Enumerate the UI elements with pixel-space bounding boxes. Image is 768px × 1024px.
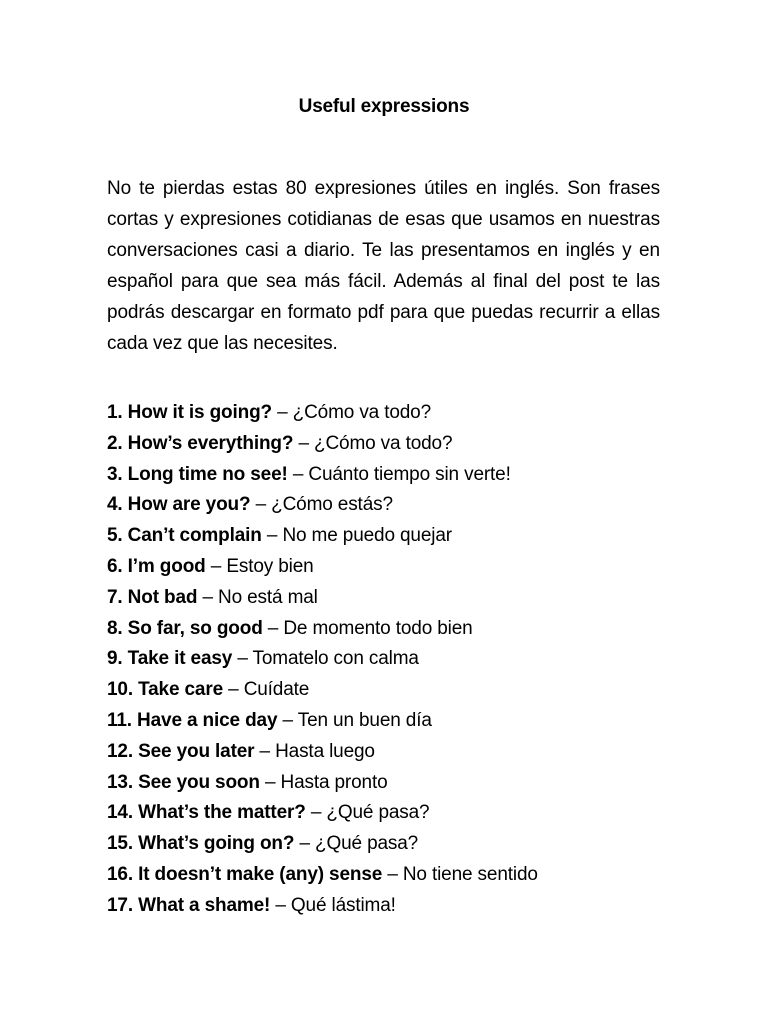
expression-list: [107, 398, 667, 922]
list-item: [107, 737, 667, 768]
list-item: [107, 552, 667, 583]
english-expression: 10. Take care: [107, 679, 224, 701]
english-expression: 16. It doesn’t make (any) sense: [107, 863, 383, 885]
english-expression: 12. See you later: [107, 740, 255, 762]
list-item: [107, 706, 667, 737]
english-expression: 15. What’s going on?: [107, 833, 295, 855]
spanish-translation: – Hasta pronto: [259, 771, 388, 793]
list-item: [107, 829, 667, 860]
spanish-translation: – Qué lástima!: [270, 894, 396, 916]
document-title: Useful expressions: [298, 96, 470, 117]
spanish-translation: – No me puedo quejar: [261, 525, 452, 547]
english-expression: 14. What’s the matter?: [107, 802, 306, 824]
list-item: [107, 798, 667, 829]
list-item: [107, 644, 667, 675]
list-item: [107, 460, 667, 491]
english-expression: 11. Have a nice day: [107, 709, 278, 731]
list-item: [107, 521, 667, 552]
english-expression: 2. How’s everything?: [107, 432, 294, 454]
english-expression: 8. So far, so good: [107, 617, 263, 639]
spanish-translation: – De momento todo bien: [262, 617, 473, 639]
english-expression: 7. Not bad: [107, 586, 198, 608]
spanish-translation: – ¿Cómo estás?: [250, 494, 393, 516]
spanish-translation: – Cuídate: [223, 679, 310, 701]
spanish-translation: – No tiene sentido: [382, 863, 538, 885]
list-item: [107, 860, 667, 891]
english-expression: 4. How are you?: [107, 494, 251, 516]
spanish-translation: – ¿Qué pasa?: [305, 802, 430, 824]
english-expression: 13. See you soon: [107, 771, 260, 793]
spanish-translation: – Tomatelo con calma: [232, 648, 419, 670]
list-item: [107, 675, 667, 706]
spanish-translation: – Hasta luego: [254, 740, 375, 762]
spanish-translation: – ¿Cómo va todo?: [271, 402, 432, 423]
list-item: [107, 398, 667, 429]
list-item: [107, 490, 667, 521]
english-expression: 5. Can’t complain: [107, 525, 262, 547]
english-expression: 9. Take it easy: [107, 648, 233, 670]
english-expression: 3. Long time no see!: [107, 463, 288, 485]
spanish-translation: – No está mal: [197, 586, 318, 608]
list-item: [107, 583, 667, 614]
list-item: [107, 768, 667, 799]
spanish-translation: – ¿Cómo va todo?: [293, 432, 453, 454]
spanish-translation: – ¿Qué pasa?: [294, 833, 419, 855]
list-item: [107, 614, 667, 645]
list-item: [107, 891, 667, 922]
english-expression: 17. What a shame!: [107, 894, 271, 916]
list-item: [107, 429, 667, 460]
spanish-translation: – Ten un buen día: [277, 709, 432, 731]
spanish-translation: – Cuánto tiempo sin verte!: [287, 463, 511, 485]
spanish-translation: – Estoy bien: [205, 555, 314, 577]
english-expression: 6. I’m good: [107, 555, 206, 577]
english-expression: 1. How it is going?: [107, 402, 272, 423]
intro-paragraph: No te pierdas estas 80 expresiones útiles en inglés. Son frases cortas y expresiones cotidianas de esas que usamos en nuestras conversaciones casi a diario. Te las presentamos en inglés y en español para que sea más fácil. Además al final del post te las podrás descargar en formato pdf para que puedas recurrir a ellas cada vez que las necesites.: [107, 178, 660, 354]
